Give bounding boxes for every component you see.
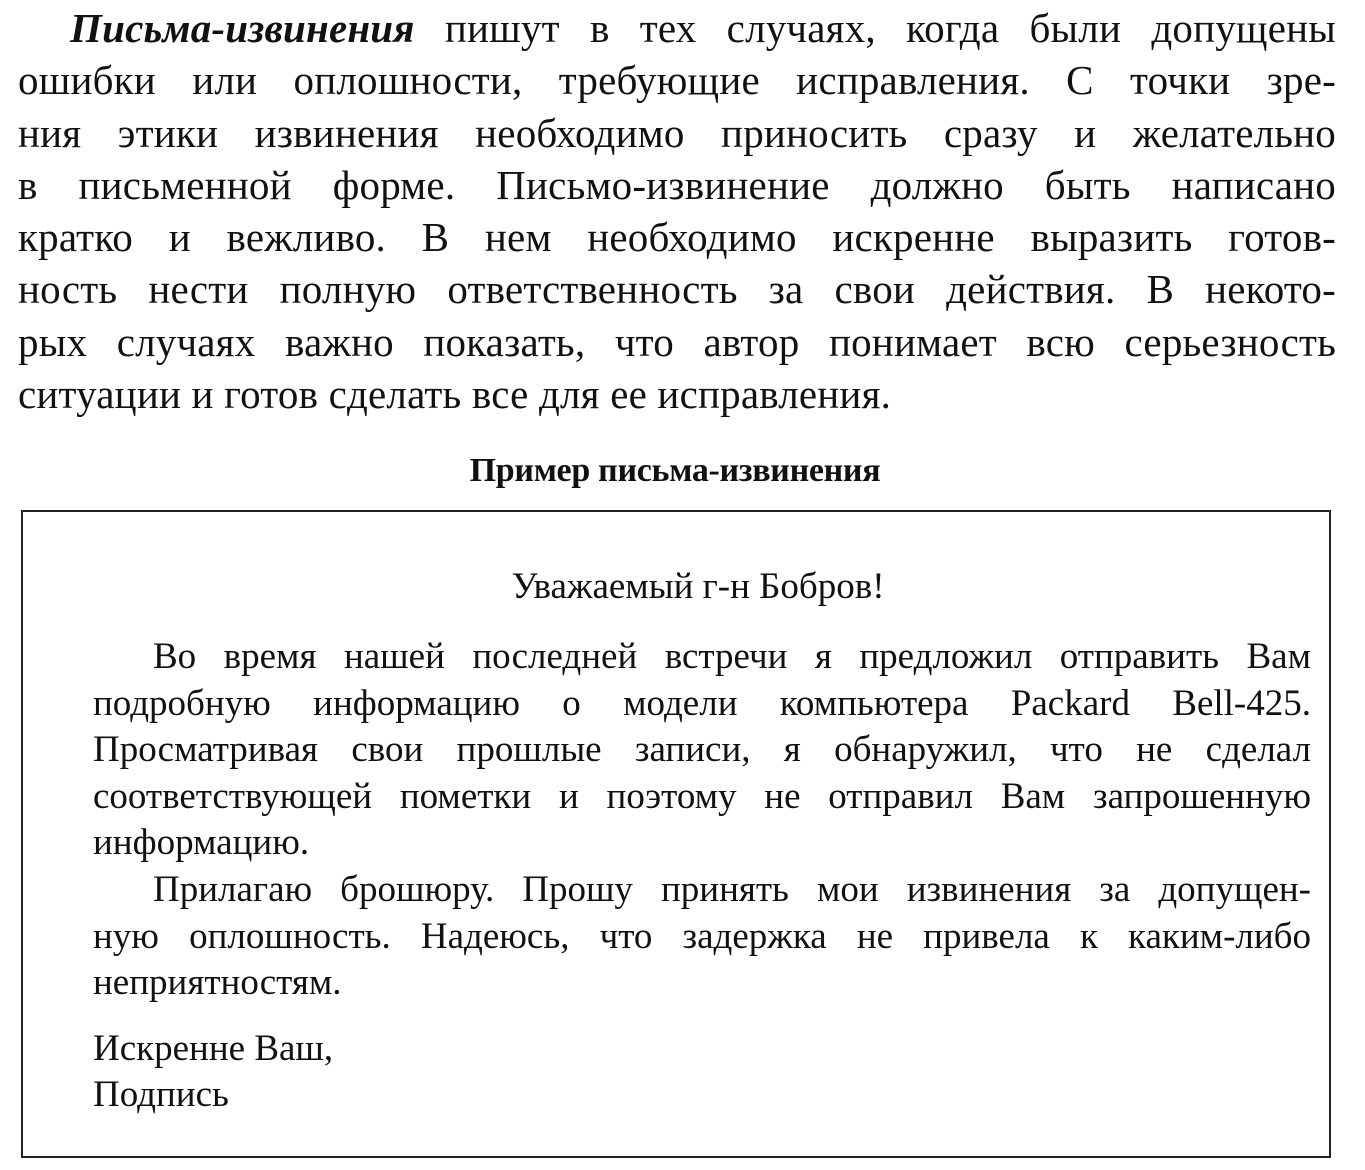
- intro-line-text: пишут в тех случаях, когда были допущены: [444, 5, 1336, 51]
- letter-closing: [93, 1026, 333, 1118]
- letter-body: [93, 634, 1311, 1007]
- intro-line: рых случаях важно показать, что автор понимает всю серьезность: [18, 318, 1336, 365]
- intro-line: [18, 2, 1336, 54]
- intro-line: ошибки или оплошности, требующие исправления. С точки зре-: [18, 57, 1336, 104]
- intro-paragraph: [18, 2, 1336, 420]
- letter-line: соответствующей пометки и поэтому не отправил Вам запрошенную: [93, 775, 1311, 817]
- letter-salutation: Уважаемый г-н Бобров!: [511, 566, 885, 607]
- intro-line: ность нести полную ответственность за свои действия. В некото-: [18, 266, 1336, 313]
- intro-line: кратко и вежливо. В нем необходимо искренне выразить готов-: [18, 214, 1336, 261]
- example-heading: Пример письма-извинения: [469, 452, 881, 489]
- signature-label: Подпись: [93, 1074, 229, 1115]
- letter-line: Во время нашей последней встречи я предложил отправить Вам: [153, 636, 1311, 677]
- intro-line: ситуации и готов сделать все для ее исправления.: [18, 371, 892, 418]
- letter-line: Прилагаю брошюру. Прошу принять мои извинения за допущен-: [153, 868, 1311, 910]
- letter-example-box: [21, 510, 1331, 1158]
- letter-line: Просматривая свои прошлые записи, я обнаружил, что не сделал: [93, 729, 1311, 771]
- closing-phrase: Искренне Ваш,: [93, 1028, 334, 1069]
- letter-line: ную оплошность. Надеюсь, что задержка не привела к каким-либо: [93, 915, 1311, 957]
- letter-line: неприятностям.: [93, 962, 342, 1004]
- letter-line: информацию.: [93, 822, 310, 864]
- letter-line: подробную информацию о модели компьютера Packard Bell-425.: [93, 682, 1311, 724]
- intro-line: в письменной форме. Письмо-извинение должно быть написано: [18, 161, 1336, 208]
- intro-term: Письма-извинения: [70, 5, 415, 51]
- intro-line: ния этики извинения необходимо приносить сразу и желательно: [18, 109, 1336, 156]
